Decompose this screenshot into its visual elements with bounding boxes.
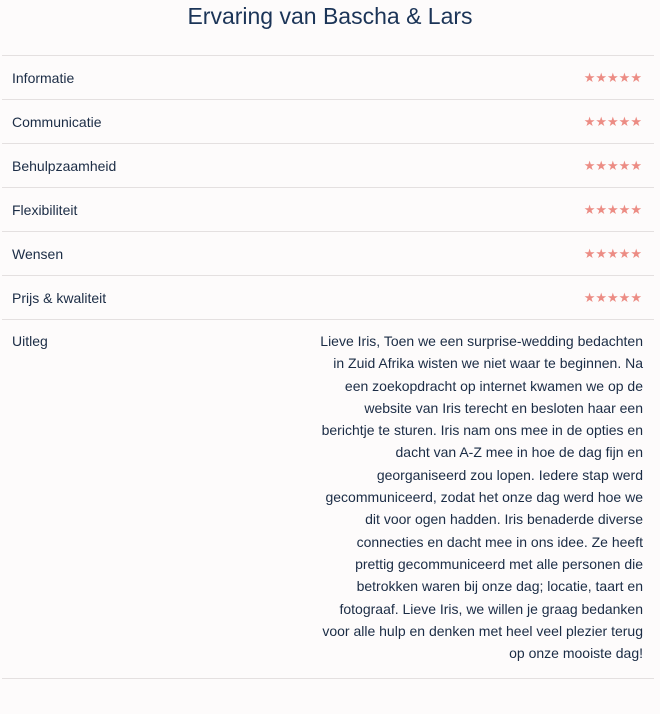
rating-row-wensen — [2, 232, 654, 276]
star-rating: ★★★★★ — [583, 245, 642, 261]
rating-label: Wensen — [12, 245, 64, 262]
uitleg-row — [2, 320, 654, 679]
review-title: Ervaring van Bascha & Lars — [187, 3, 473, 29]
rating-row-informatie — [2, 56, 654, 100]
star-rating: ★★★★★ — [583, 157, 642, 173]
star-rating: ★★★★★ — [583, 113, 642, 129]
rating-row-communicatie — [2, 100, 654, 144]
rating-label: Communicatie — [12, 113, 102, 130]
rating-row-prijs-kwaliteit — [2, 276, 654, 320]
ratings-table — [2, 55, 654, 679]
review-explanation: Lieve Iris, Toen we een surprise-wedding bedachten in Zuid Afrika wisten we niet waar te beginnen. Na een zoekopdracht op internet kwamen we op de website van Iris terecht en besloten haar een berichtje te sturen. Iris nam ons mee in de opties en dacht van A-Z mee in hoe de dag fijn en georganiseerd zou lopen. Iedere stap werd gecommuniceerd, zodat het onze dag werd hoe we dit voor ogen hadden. Iris benaderde diverse connecties en dacht mee in ons idee. Ze heeft prettig gecommuniceerd met alle personen die betrokken waren bij onze dag; locatie, taart en fotograaf. Lieve Iris, we willen je graag bedanken voor alle hulp en denken met heel veel plezier terug op onze mooiste dag! — [320, 333, 643, 662]
rating-label: Prijs & kwaliteit — [12, 289, 107, 306]
star-rating: ★★★★★ — [583, 201, 642, 217]
rating-row-flexibiliteit — [2, 188, 654, 232]
star-rating: ★★★★★ — [583, 69, 642, 85]
rating-label: Behulpzaamheid — [12, 157, 117, 174]
rating-label: Flexibiliteit — [12, 201, 78, 218]
rating-row-behulpzaamheid — [2, 144, 654, 188]
rating-label: Informatie — [12, 69, 75, 86]
star-rating: ★★★★★ — [583, 289, 642, 305]
uitleg-label: Uitleg — [12, 333, 48, 349]
